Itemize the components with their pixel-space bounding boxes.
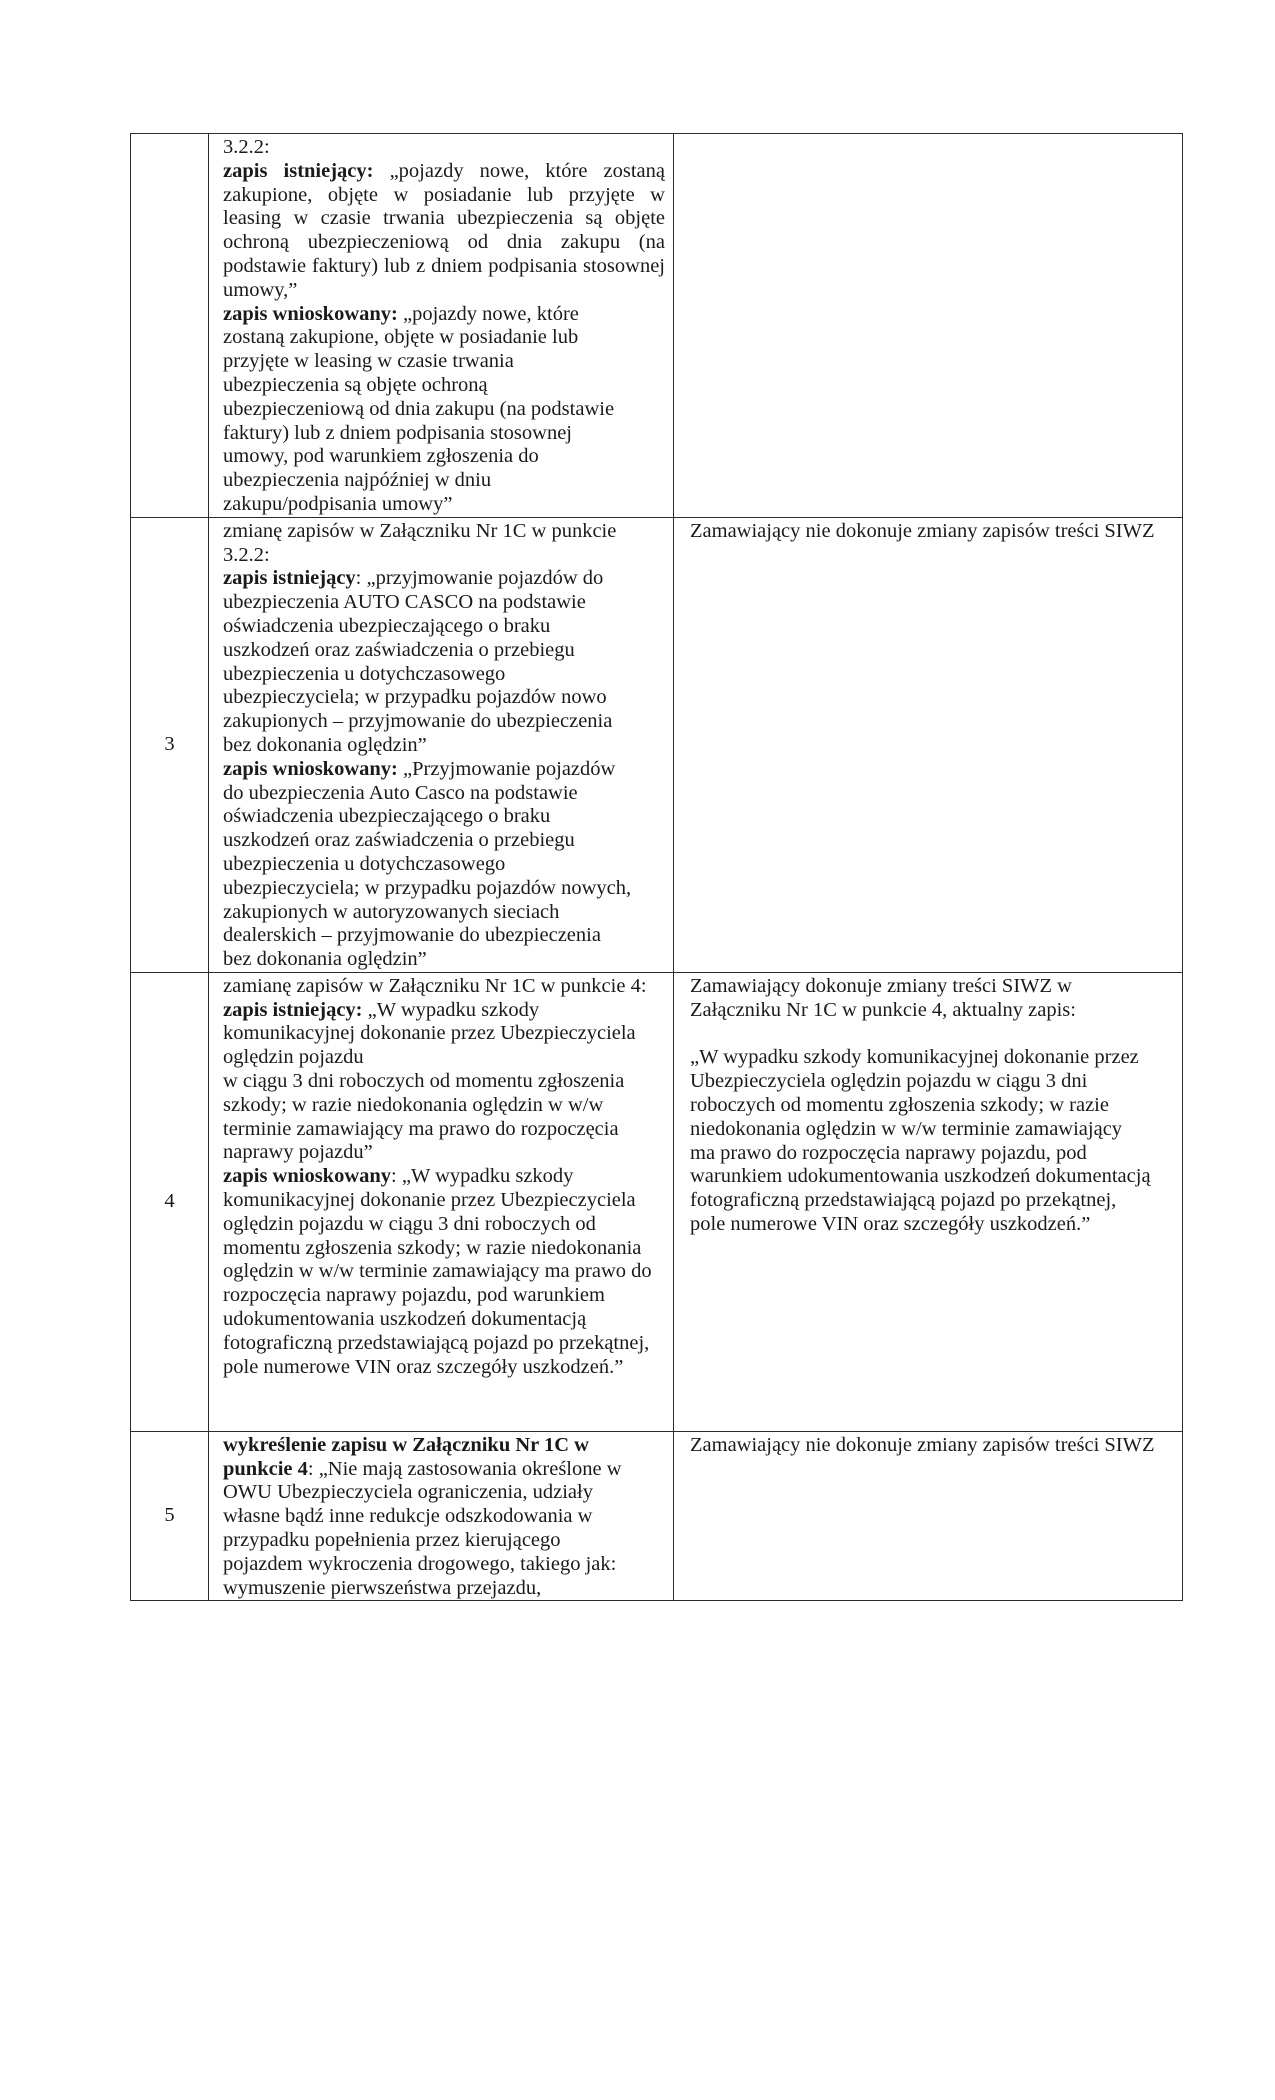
existing-clause (223, 160, 665, 303)
proposed-label: zapis wnioskowany: (223, 302, 398, 325)
answer-cell: Zamawiający nie dokonuje zmiany zapisów treści SIWZ (674, 517, 1183, 972)
proposed-text: „Przyjmowanie pojazdów do ubezpieczenia Auto Casco na podstawie oświadczenia ubezpieczającego o braku uszkodzeń oraz zaświadczenia o przebiegu ubezpieczenia u dotychczasowego ubezpieczyciela; w przypadku pojazdów nowych, zakupionych w autoryzowanych sieciach dealerskich – przyjmowanie do ubezpieczenia bez dokonania oględzin” (223, 757, 632, 971)
deletion-clause (223, 1434, 643, 1601)
table-row (131, 517, 1183, 972)
request-intro: 3.2.2: (223, 136, 270, 158)
proposed-text: : „W wypadku szkody komunikacyjnej dokonanie przez Ubezpieczyciela oględzin pojazdu w ciągu 3 dni roboczych od momentu zgłoszenia szkody; w razie niedokonania oględzin w w/w terminie zamawiający ma prawo do rozpoczęcia naprawy pojazdu, pod warunkiem udokumentowania uszkodzeń dokumentacją fotograficzną przedstawiającą pojazd po przekątnej, pole numerowe VIN oraz szczegóły uszkodzeń.” (223, 1165, 652, 1378)
request-cell (209, 134, 674, 518)
row-number: 3 (131, 517, 209, 972)
questions-answers-table (130, 133, 1183, 1601)
row-number: 5 (131, 1431, 209, 1601)
existing-text-continued: w ciągu 3 dni roboczych od momentu zgłoszenia szkody; w razie niedokonania oględzin w w/w terminie zamawiający ma prawo do rozpoczęcia naprawy pojazdu” (223, 1070, 625, 1164)
answer-quote: „W wypadku szkody komunikacyjnej dokonanie przez Ubezpieczyciela oględzin pojazdu w ciągu 3 dni roboczych od momentu zgłoszenia szkody; w razie niedokonania oględzin w w/w terminie zamawiający ma prawo do rozpoczęcia naprawy pojazdu, pod warunkiem udokumentowania uszkodzeń dokumentacją fotograficzną przedstawiającą pojazd po przekątnej, pole numerowe VIN oraz szczegóły uszkodzeń.” (690, 1046, 1151, 1236)
row-number (131, 134, 209, 518)
request-intro: zamianę zapisów w Załączniku Nr 1C w punkcie 4: (223, 974, 647, 997)
deletion-text: : „Nie mają zastosowania określone w OWU Ubezpieczyciela ograniczenia, udziały własne bądź inne redukcje odszkodowania w przypadku popełnienia przez kierującego pojazdem wykroczenia drogowego, takiego jak: wymuszenie pierwszeństwa przejazdu, (223, 1457, 622, 1599)
deletion-label: wykreślenie zapisu w Załączniku Nr 1C w punkcie 4 (223, 1433, 589, 1480)
proposed-text: „pojazdy nowe, które zostaną zakupione, objęte w posiadanie lub przyjęte w leasing w czasie trwania ubezpieczenia są objęte ochroną ubezpieczeniową od dnia zakupu (na podstawie faktury) lub z dniem podpisania stosownej umowy, pod warunkiem zgłoszenia do ubezpieczenia najpóźniej w dniu zakupu/podpisania umowy” (223, 302, 615, 515)
proposed-label: zapis wnioskowany: (223, 757, 398, 780)
answer-cell (674, 972, 1183, 1431)
row-number: 4 (131, 972, 209, 1431)
proposed-label: zapis wnioskowany (223, 1165, 392, 1188)
table-row (131, 1431, 1183, 1601)
answer-text: Zamawiający dokonuje zmiany treści SIWZ w Załączniku Nr 1C w punkcie 4, aktualny zapis: (690, 974, 1076, 1021)
existing-label: zapis istniejący: (223, 998, 363, 1021)
request-cell (209, 517, 674, 972)
proposed-clause (223, 303, 665, 517)
answer-cell: Zamawiający nie dokonuje zmiany zapisów treści SIWZ (674, 1431, 1183, 1601)
existing-text: : „przyjmowanie pojazdów do ubezpieczenia AUTO CASCO na podstawie oświadczenia ubezpieczającego o braku uszkodzeń oraz zaświadczenia o przebiegu ubezpieczenia u dotychczasowego ubezpieczyciela; w przypadku pojazdów nowo zakupionych – przyjmowanie do ubezpieczenia bez dokonania oględzin” (223, 567, 613, 756)
request-cell (209, 972, 674, 1431)
answer-cell (674, 134, 1183, 518)
existing-text: „W wypadku szkody komunikacyjnej dokonanie przez Ubezpieczyciela oględzin pojazdu (223, 998, 636, 1069)
proposed-clause (223, 758, 633, 972)
existing-clause (223, 999, 653, 1070)
request-cell (209, 1431, 674, 1601)
table-row (131, 972, 1183, 1431)
table-row (131, 134, 1183, 518)
request-intro: zmianę zapisów w Załączniku Nr 1C w punkcie 3.2.2: (223, 519, 617, 566)
existing-clause (223, 567, 633, 757)
existing-label: zapis istniejący: (223, 159, 374, 182)
existing-text: „pojazdy nowe, które zostaną zakupione, objęte w posiadanie lub przyjęte w leasing w czasie trwania ubezpieczenia są objęte ochroną ubezpieczeniową od dnia zakupu (na podstawie faktury) lub z dniem podpisania stosownej umowy,” (223, 159, 665, 301)
proposed-clause (223, 1165, 653, 1379)
existing-label: zapis istniejący (223, 567, 356, 590)
